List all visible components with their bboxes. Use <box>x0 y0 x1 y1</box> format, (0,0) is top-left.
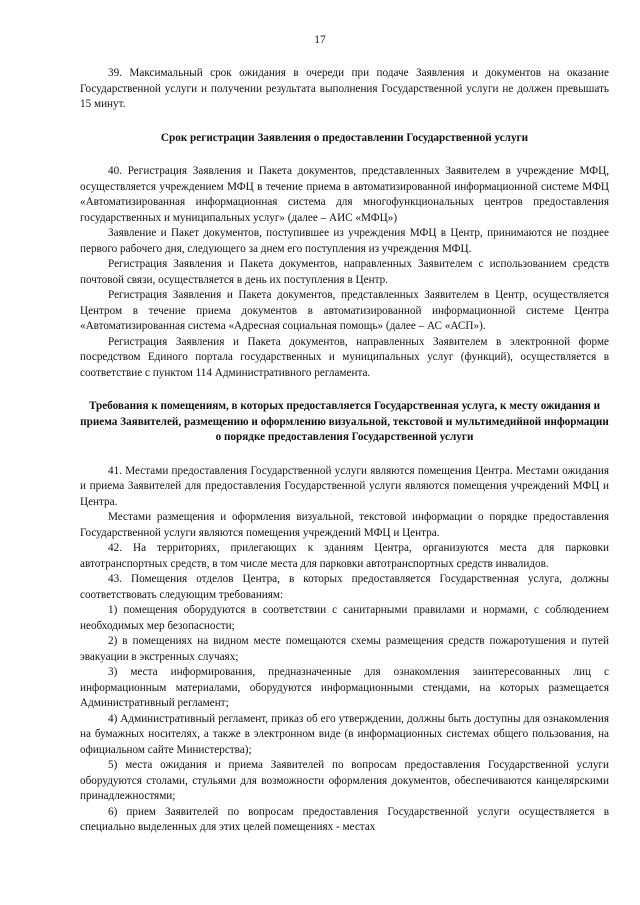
paragraph-41-info-places: Местами размещения и оформления визуальной, текстовой информации о порядке предоставления Государственной услуги являются помещения учреждений МФЦ и Центра. <box>80 511 609 539</box>
section-heading-registration: Срок регистрации Заявления о предоставлении Государственной услуги <box>160 131 529 144</box>
section-heading-requirements: Требования к помещениям, в которых предоставляется Государственная услуга, к месту ожидания и приема Заявителей, размещению и оформлению визуальной, текстовой и мультимедийной информации о порядке предоставления Государственной услуги <box>80 400 609 443</box>
document-body <box>80 66 609 836</box>
list-item-43-1: 1) помещения оборудуются в соответствии с санитарными правилами и нормами, с соблюдением необходимых мер безопасности; <box>80 604 609 632</box>
list-item-43-5: 5) места ожидания и приема Заявителей по вопросам предоставления Государственной услуги оборудуются столами, стульями для возможности оформления документов, обеспечиваются канцелярскими принадлежностями; <box>80 759 609 802</box>
paragraph-41: 41. Местами предоставления Государственной услуги являются помещения Центра. Местами ожидания и приема Заявителей для предоставления Государственной услуги являются помещения учреждений МФЦ и Центра. <box>80 464 609 508</box>
list-item-43-6: 6) прием Заявителей по вопросам предоставления Государственной услуги осуществляется в специально выделенных для этих целей помещениях - местах <box>80 805 609 833</box>
list-item-43-3: 3) места информирования, предназначенные для ознакомления заинтересованных лиц с информационным материалами, оборудуются информационными стендами, на которых размещается Административный регламент; <box>80 666 609 709</box>
paragraph-40-postal: Регистрация Заявления и Пакета документов, направленных Заявителем с использованием средств почтовой связи, осуществляется в день их поступления в Центр. <box>80 258 609 286</box>
page-number: 17 <box>314 34 326 46</box>
paragraph-43: 43. Помещения отделов Центра, в которых предоставляется Государственная услуга, должны соответствовать следующим требованиям: <box>80 573 609 601</box>
paragraph-40-mfc-transfer: Заявление и Пакет документов, поступившее из учреждения МФЦ в Центр, принимаются не позднее первого рабочего дня, следующего за днем его поступления из учреждения МФЦ. <box>80 227 609 255</box>
list-item-43-4: 4) Административный регламент, приказ об его утверждении, должны быть доступны для ознакомления на бумажных носителях, а также в электронном виде (в информационных системах общего пользования, на официальном сайте Министерства); <box>80 712 609 756</box>
paragraph-40-electronic: Регистрация Заявления и Пакета документов, направленных Заявителем в электронной форме посредством Единого портала государственных и муниципальных услуг (функций), осуществляется в соответствие с пунктом 114 Административного регламента. <box>80 335 609 379</box>
paragraph-40-center: Регистрация Заявления и Пакета документов, представленных Заявителем в Центр, осуществляется Центром в течение приема документов в автоматизированной информационной системе Центра «Автоматизированная система «Адресная социальная помощь» (далее – АС «АСП»). <box>80 289 609 332</box>
paragraph-42: 42. На территориях, прилегающих к зданиям Центра, организуются места для парковки автотранспортных средств, в том числе места для парковки автотранспортных средств инвалидов. <box>80 542 609 570</box>
paragraph-39: 39. Максимальный срок ожидания в очереди при подаче Заявления и документов на оказание Государственной услуги и получении результата выполнения Государственной услуги не должен превышать 15 минут. <box>80 67 609 110</box>
paragraph-40: 40. Регистрация Заявления и Пакета документов, представленных Заявителем в учреждение МФЦ, осуществляется учреждением МФЦ в течение приема в автоматизированной информационной системе МФЦ «Автоматизированная информационная система для многофункциональных центров предоставления государственных и муниципальных услуг» (далее – АИС «МФЦ») <box>80 165 609 224</box>
list-item-43-2: 2) в помещениях на видном месте помещаются схемы размещения средств пожаротушения и путей эвакуации в экстренных случаях; <box>80 635 609 663</box>
